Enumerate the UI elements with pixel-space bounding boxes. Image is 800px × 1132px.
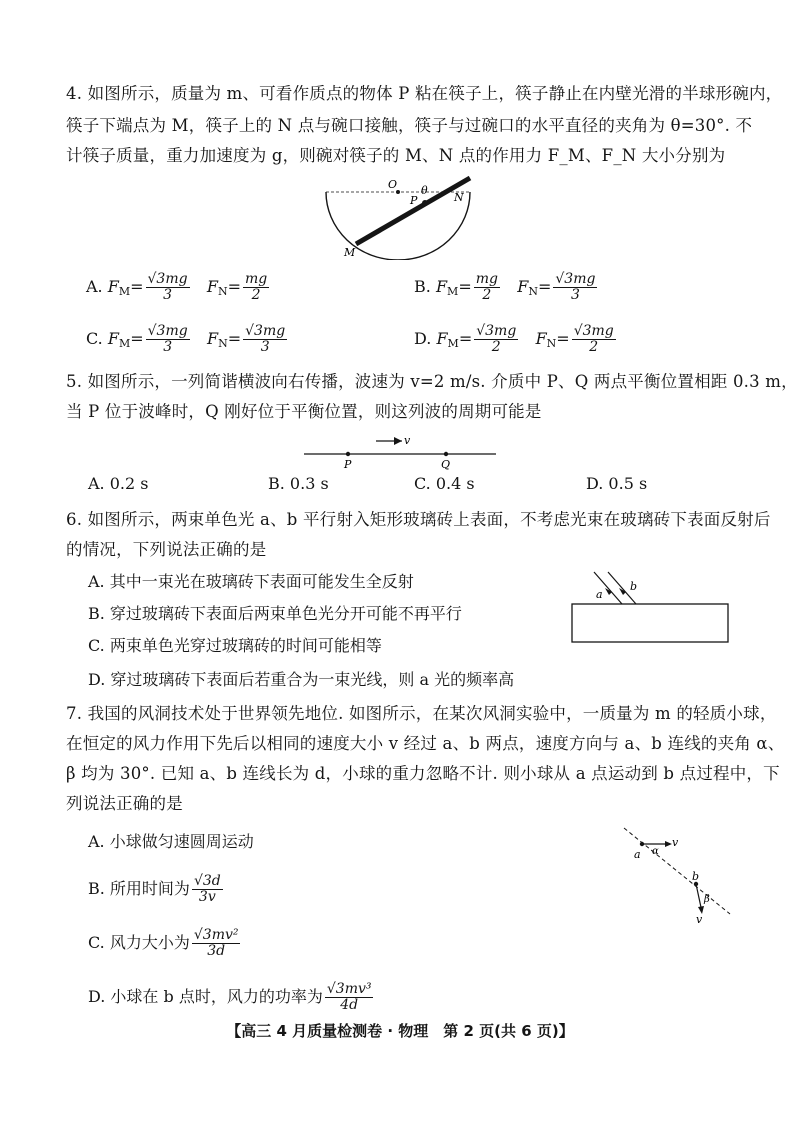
q5-option-d[interactable]: D. 0.5 s [586,474,648,493]
q7-line-1: 7. 我国的风洞技术处于世界领先地位. 如图所示，在某次风洞实验中，一质量为 m 的轻质小球， [66,704,777,723]
label-b: b [630,580,638,593]
q7-option-b[interactable]: B. 所用时间为 $\frac{√3d}{3v}$ [88,873,221,905]
label-n: N [454,191,464,204]
label-p: P [410,194,418,207]
q6-glass-figure [566,566,734,646]
label-q: Q [441,458,451,471]
q7-line-4: 列说法正确的是 [66,794,183,813]
q6-line-2: 的情况，下列说法正确的是 [66,540,267,559]
label-b: b [692,870,700,883]
arrow-va [665,841,672,847]
label-m: M [344,246,356,259]
q4-line-1: 4. 如图所示，质量为 m、可看作质点的物体 P 粘在筷子上，筷子静止在内壁光滑的半球形碗内， [66,84,783,103]
q7-line-2: 在恒定的风力作用下先后以相同的速度大小 v 经过 a、b 两点，速度方向与 a、b 连线的夹角 α、 [66,734,785,753]
q4-option-a[interactable]: A. $F_M=$ $\frac{√3mg}{3}$ $F_N=$ $\frac{mg}{2}$ [86,271,268,303]
q4-option-c[interactable]: C. $F_M=$ $\frac{√3mg}{3}$ $F_N=$ $\frac{√3mg}{3}$ [86,323,286,355]
point-p [346,452,350,456]
label-o: O [388,178,398,191]
label-p: P [344,458,352,471]
q5-wave-figure [300,432,500,472]
label-a: a [596,588,603,601]
q5-line-2: 当 P 位于波峰时，Q 刚好位于平衡位置，则这列波的周期可能是 [66,402,542,421]
q7-windtunnel-figure [620,822,734,926]
q5-option-a[interactable]: A. 0.2 s [88,474,149,493]
q7-option-d[interactable]: D. 小球在 b 点时，风力的功率为 $\frac{\text{√3mv³}}{4d}$ [88,981,372,1013]
q4-bowl-figure [318,168,488,260]
point-q [444,452,448,456]
q4-option-b[interactable]: B. $F_M=$ $\frac{mg}{2}$ $F_N=$ $\frac{√3mg}{3}$ [414,271,596,303]
q4-line-2: 筷子下端点为 M，筷子上的 N 点与碗口接触，筷子与过碗口的水平直径的夹角为 θ=30°. 不 [66,116,753,135]
q5-option-c[interactable]: C. 0.4 s [414,474,475,493]
q7-line-3: β 均为 30°. 已知 a、b 连线长为 d，小球的重力忽略不计. 则小球从 a 点运动到 b 点过程中，下 [66,764,780,783]
label-beta: β [704,894,710,905]
q7-option-a[interactable]: A. 小球做匀速圆周运动 [88,832,254,851]
q6-option-b[interactable]: B. 穿过玻璃砖下表面后两束单色光分开可能不再平行 [88,604,462,623]
q5-option-b[interactable]: B. 0.3 s [268,474,329,493]
label-theta: θ [421,184,428,197]
label-v: v [404,434,411,447]
chopstick [356,178,470,244]
glass-brick [572,604,728,642]
point-p [422,200,428,206]
label-v1: v [672,836,679,849]
q6-option-d[interactable]: D. 穿过玻璃砖下表面后若重合为一束光线，则 a 光的频率高 [88,670,515,689]
q7-option-c[interactable]: C. 风力大小为 $\frac{\text{√3mv²}}{3d}$ [88,927,239,959]
label-v2: v [696,913,703,926]
page-footer: 【高三 4 月质量检测卷 · 物理 第 2 页(共 6 页)】 [226,1022,574,1040]
arrow-head [394,437,402,445]
q6-option-c[interactable]: C. 两束单色光穿过玻璃砖的时间可能相等 [88,636,382,655]
q5-line-1: 5. 如图所示，一列简谐横波向右传播，波速为 v=2 m/s. 介质中 P、Q 两点平衡位置相距 0.3 m， [66,372,798,391]
label-alpha: α [652,846,659,857]
q4-option-d[interactable]: D. $F_M=$ $\frac{√3mg}{2}$ $F_N=$ $\frac{√3mg}{2}$ [414,323,614,355]
label-a: a [634,848,641,861]
q6-option-a[interactable]: A. 其中一束光在玻璃砖下表面可能发生全反射 [88,572,414,591]
q6-line-1: 6. 如图所示，两束单色光 a、b 平行射入矩形玻璃砖上表面，不考虑光束在玻璃砖下表面反射后 [66,510,771,529]
q4-line-3: 计筷子质量，重力加速度为 g，则碗对筷子的 M、N 点的作用力 F_M、F_N 大小分别为 [66,146,726,165]
